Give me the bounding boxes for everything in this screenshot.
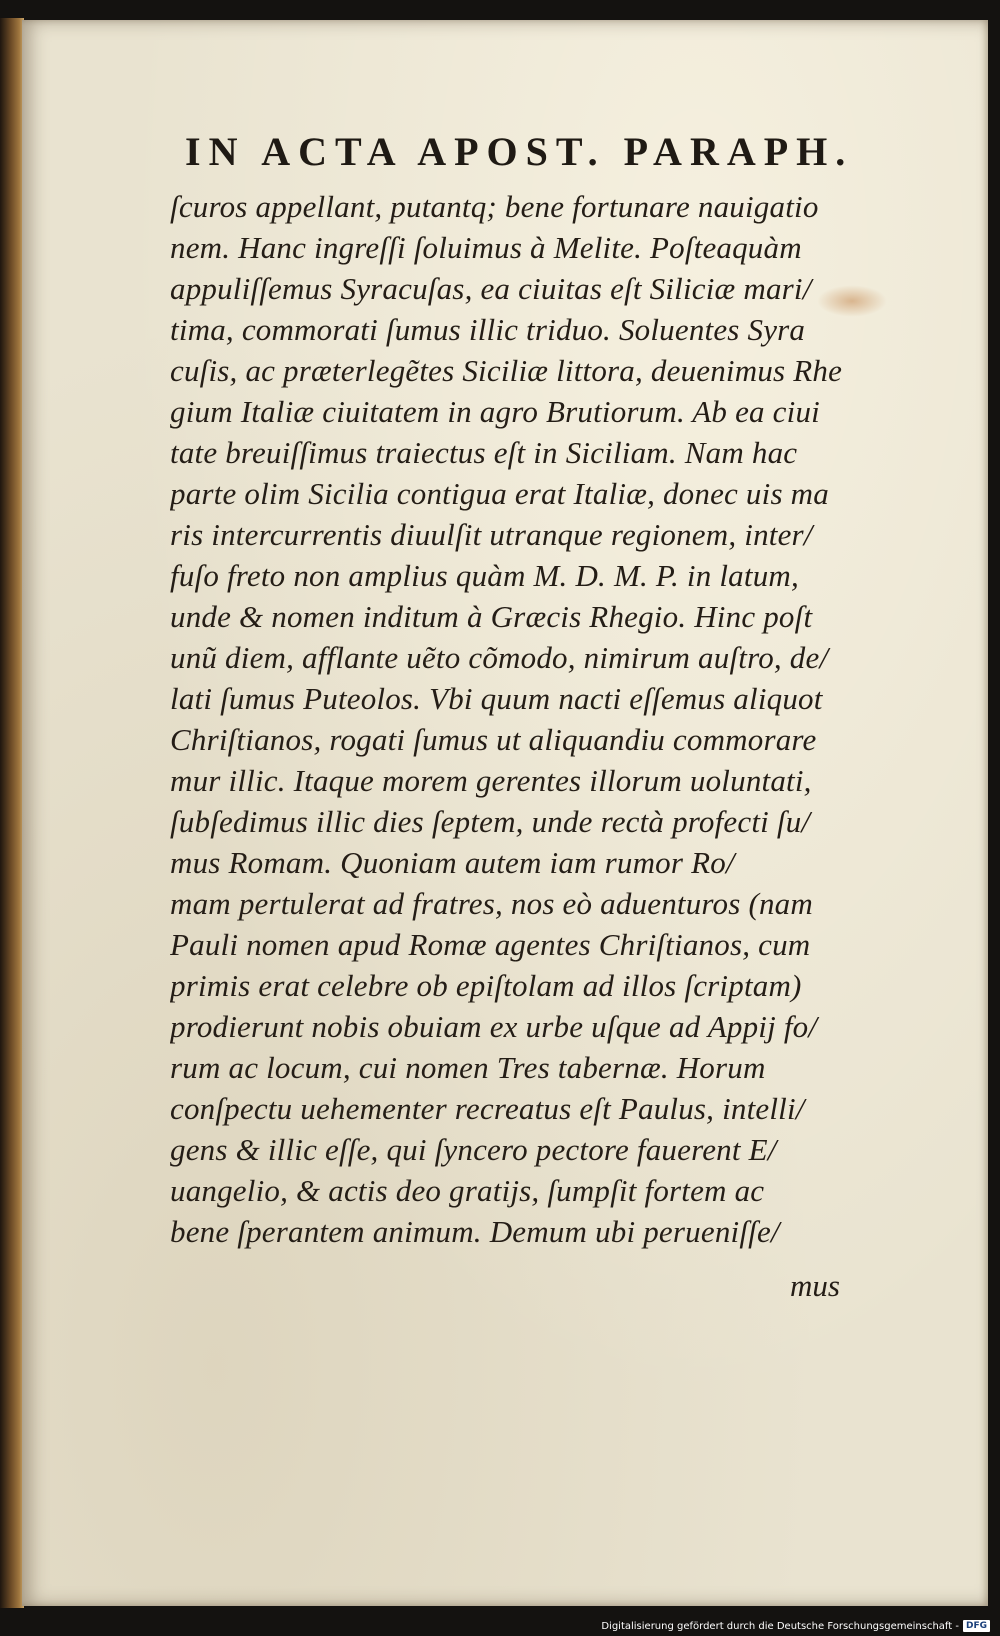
text-line: parte olim Sicilia contigua erat Italiæ, donec uis ma: [170, 476, 829, 511]
text-line: cuſis, ac præterlegẽtes Siciliæ littora, deuenimus Rhe: [170, 353, 843, 388]
text-line: gens & illic eſſe, qui ſyncero pectore fauerent E/: [170, 1132, 777, 1167]
footer-text: Digitalisierung gefördert durch die Deutsche Forschungsgemeinschaft -: [601, 1620, 959, 1632]
text-line: rum ac locum, cui nomen Tres tabernæ. Horum: [170, 1050, 766, 1085]
text-block: [170, 186, 880, 1252]
text-line: mam pertulerat ad fratres, nos eò aduenturos (nam: [170, 886, 813, 921]
text-line: bene ſperantem animum. Demum ubi perueniſſe/: [170, 1214, 780, 1249]
text-line: prodierunt nobis obuiam ex urbe uſque ad Appij fo/: [170, 1009, 818, 1044]
text-line: conſpectu uehementer recreatus eſt Paulus, intelli/: [170, 1091, 805, 1126]
text-line: nem. Hanc ingreſſi ſoluimus à Melite. Poſteaquàm: [170, 230, 802, 265]
text-line: Pauli nomen apud Romæ agentes Chriſtianos, cum: [170, 927, 811, 962]
text-line: uangelio, & actis deo gratijs, ſumpſit fortem ac: [170, 1173, 765, 1208]
text-line: gium Italiæ ciuitatem in agro Brutiorum. Ab ea ciui: [170, 394, 820, 429]
text-line: appuliſſemus Syracuſas, ea ciuitas eſt Siliciæ mari/: [170, 271, 812, 306]
text-line: tate breuiſſimus traiectus eſt in Siciliam. Nam hac: [170, 435, 798, 470]
text-line: unde & nomen inditum à Græcis Rhegio. Hinc poſt: [170, 599, 813, 634]
text-line: ſubſedimus illic dies ſeptem, unde rectà profecti ſu/: [170, 804, 811, 839]
text-line: ſcuros appellant, putantq; bene fortunare nauigatio: [170, 189, 819, 224]
footer-credit: [601, 1620, 990, 1632]
running-head: IN ACTA APOST. PARAPH.: [185, 129, 854, 174]
text-line: tima, commorati ſumus illic triduo. Soluentes Syra: [170, 312, 806, 347]
text-line: unũ diem, afflante uẽto cõmodo, nimirum auſtro, de/: [170, 640, 829, 675]
text-line: fuſo freto non amplius quàm M. D. M. P. in latum,: [170, 558, 799, 593]
book-edge: [0, 18, 24, 1608]
text-line: mus Romam. Quoniam autem iam rumor Ro/: [170, 845, 735, 880]
text-line: Chriſtianos, rogati ſumus ut aliquandiu commorare: [170, 722, 817, 757]
text-line: lati ſumus Puteolos. Vbi quum nacti eſſemus aliquot: [170, 681, 823, 716]
dfg-logo: DFG: [963, 1620, 990, 1632]
text-line: ris intercurrentis diuulſit utranque regionem, inter/: [170, 517, 813, 552]
text-line: mur illic. Itaque morem gerentes illorum uoluntati,: [170, 763, 812, 798]
catchword: mus: [790, 1268, 840, 1303]
text-line: primis erat celebre ob epiſtolam ad illos ſcriptam): [170, 968, 802, 1003]
